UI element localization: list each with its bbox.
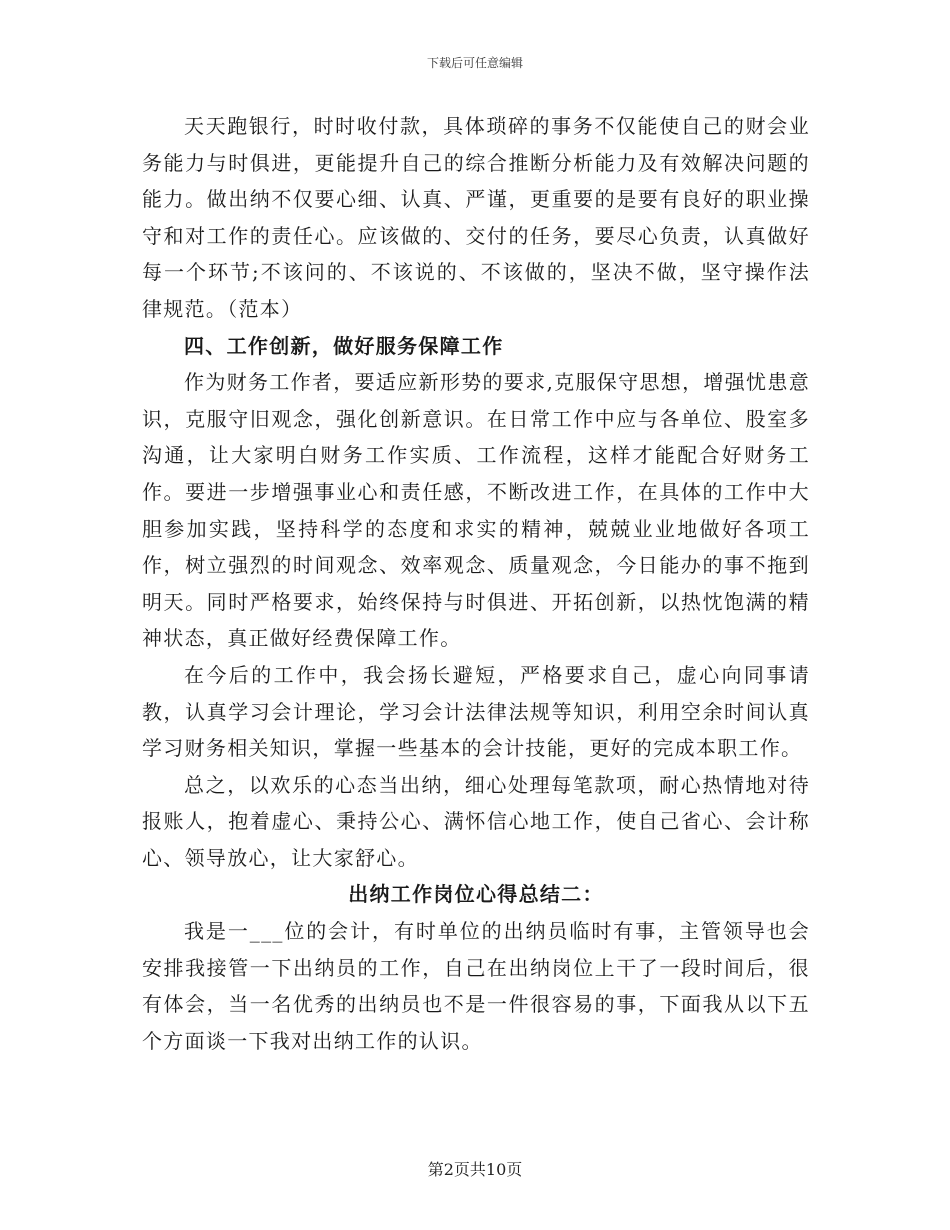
paragraph-1: 天天跑银行，时时收付款，具体琐碎的事务不仅能使自己的财会业务能力与时俱进，更能提升自己的综合推断分析能力及有效解决问题的能力。做出纳不仅要心细、认真、严谨，更重要的是要有良好的职业操守和对工作的责任心。应该做的、交付的任务，要尽心负责，认真做好每一个环节;不该问的、不该说的、不该做的，坚决不做，坚守操作法律规范。（范本） [142, 114, 810, 321]
page-header: 下载后可任意编辑 [426, 56, 523, 70]
paragraph-2: 作为财务工作者，要适应新形势的要求,克服保守思想，增强忧患意识，克服守旧观念，强化创新意识。在日常工作中应与各单位、股室多沟通，让大家明白财务工作实质、工作流程，这样才能配合好财务工作。要进一步增强事业心和责任感，不断改进工作，在具体的工作中大胆参加实践，坚持科学的态度和求实的精神，兢兢业业地做好各项工作，树立强烈的时间观念、效率观念、质量观念，今日能办的事不拖到明天。同时严格要求，始终保持与时俱进、开拓创新，以热忱饱满的精神状态，真正做好经费保障工作。 [142, 370, 810, 651]
paragraph-3: 在今后的工作中，我会扬长避短，严格要求自己，虚心向同事请教，认真学习会计理论，学习会计法律法规等知识，利用空余时间认真学习财务相关知识，掌握一些基本的会计技能，更好的完成本职工作。 [142, 662, 810, 761]
document-body [142, 108, 810, 1059]
paragraph-5: 我是一___位的会计，有时单位的出纳员临时有事，主管领导也会安排我接管一下出纳员的工作，自己在出纳岗位上干了一段时间后，很有体会，当一名优秀的出纳员也不是一件很容易的事，下面我从以下五个方面谈一下我对出纳工作的认识。 [142, 919, 810, 1053]
paragraph-4: 总之，以欢乐的心态当出纳，细心处理每笔款项，耐心热情地对待报账人，抱着虚心、秉持公心、满怀信心地工作，使自己省心、会计称心、领导放心，让大家舒心。 [142, 772, 810, 870]
section-heading-4: 四、工作创新，做好服务保障工作 [184, 333, 504, 358]
page-number: 第2页共10页 [427, 1160, 523, 1179]
summary-title-2: 出纳工作岗位心得总结二： [348, 882, 604, 907]
